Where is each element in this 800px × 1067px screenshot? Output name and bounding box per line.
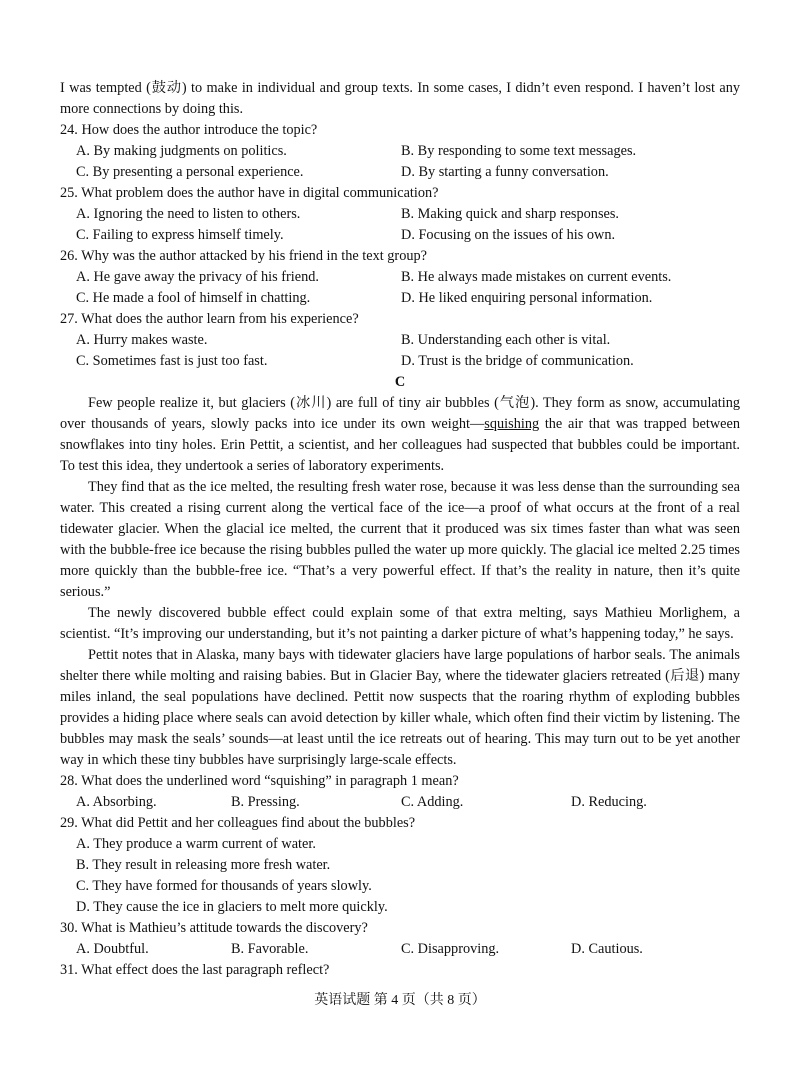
question-26-options (60, 267, 740, 309)
p1-text-before: Few people realize it, but glaciers (冰川) are full of tiny air bubbles (气泡). They form as snow, accumulating over thousands of years, slowly packs into ice under its own weight— (60, 395, 740, 432)
p1-text-after: the air that was trapped between snowflakes into tiny holes. Erin Pettit, a scientist, and her colleagues had suspected that bubbles could be important. To test this idea, they undertook a series of laboratory experiments. (60, 416, 740, 474)
passage-paragraph-3: The newly discovered bubble effect could explain some of that extra melting, says Mathieu Morlighem, a scientist. “It’s improving our understanding, but it’s not painting a darker picture of what’s happening today,” he says. (60, 605, 740, 642)
underlined-word: squishing (484, 416, 540, 432)
intro-paragraph: I was tempted (鼓动) to make in individual and group texts. In some cases, I didn’t even respond. I haven’t lost any more connections by doing this. (60, 80, 740, 117)
passage-paragraph-2: They find that as the ice melted, the resulting fresh water rose, because it was less dense than the surrounding sea water. This created a rising current along the vertical face of the ice—a proof of what occurs at the front of a real tidewater glacier. When the glacial ice melted, the current that it produced was six times faster than what was seen with the bubble-free ice because the rising bubbles pulled the water up more quickly. The glacial ice melted 2.25 times more quickly than the bubble-free ice. “That’s a very powerful effect. If that’s the reality in nature, then it’s quite serious.” (60, 479, 740, 600)
option: C. They have formed for thousands of years slowly. (76, 878, 372, 894)
option: A. Doubtful. (76, 941, 149, 957)
option: B. Understanding each other is vital. (401, 332, 611, 348)
option: B. Favorable. (231, 941, 309, 957)
option: A. They produce a warm current of water. (76, 836, 316, 852)
question-30-options (60, 939, 740, 960)
option: C. Disapproving. (401, 941, 500, 957)
question-29: 29. What did Pettit and her colleagues find about the bubbles? (60, 815, 416, 831)
option: A. Hurry makes waste. (76, 332, 208, 348)
question-29-options (60, 834, 740, 918)
option: D. Reducing. (571, 794, 647, 810)
option: A. By making judgments on politics. (76, 143, 287, 159)
option: D. By starting a funny conversation. (401, 164, 609, 180)
option: C. He made a fool of himself in chatting. (76, 290, 311, 306)
question-27: 27. What does the author learn from his experience? (60, 311, 359, 327)
passage-paragraph-1 (60, 393, 740, 477)
page-footer: 英语试题 第 4 页（共 8 页） (314, 993, 486, 1008)
option: B. He always made mistakes on current events. (401, 269, 672, 285)
option: A. Ignoring the need to listen to others. (76, 206, 301, 222)
question-28-options (60, 792, 740, 813)
section-c-heading: C (394, 374, 406, 390)
question-31: 31. What effect does the last paragraph reflect? (60, 962, 330, 978)
option: D. Trust is the bridge of communication. (401, 353, 634, 369)
option: D. Focusing on the issues of his own. (401, 227, 616, 243)
passage-paragraph-4: Pettit notes that in Alaska, many bays with tidewater glaciers have large populations of harbor seals. The animals shelter there while molting and raising babies. But in Glacier Bay, where the tidewater glaciers retreated (后退) many miles inland, the seal populations have declined. Pettit now suspects that the roaring rhythm of exploding bubbles provides a hiding place where seals can avoid detection by killer whale, which often find their victim by listening. The bubbles may mask the seals’ sounds—at least until the ice retreats out of hearing. This may turn out to be yet another way in which these tiny bubbles have surprisingly large-scale effects. (60, 647, 740, 768)
question-24-options (60, 141, 740, 183)
option: C. Sometimes fast is just too fast. (76, 353, 268, 369)
option: B. Making quick and sharp responses. (401, 206, 619, 222)
option: B. Pressing. (231, 794, 300, 810)
option: D. He liked enquiring personal information. (401, 290, 653, 306)
option: D. They cause the ice in glaciers to melt more quickly. (76, 899, 388, 915)
question-30: 30. What is Mathieu’s attitude towards the discovery? (60, 920, 368, 936)
question-27-options (60, 330, 740, 372)
question-25-options (60, 204, 740, 246)
option: A. Absorbing. (76, 794, 157, 810)
option: C. Adding. (401, 794, 464, 810)
option: A. He gave away the privacy of his friend. (76, 269, 319, 285)
question-26: 26. Why was the author attacked by his friend in the text group? (60, 248, 427, 264)
option: B. They result in releasing more fresh water. (76, 857, 331, 873)
question-24: 24. How does the author introduce the topic? (60, 122, 318, 138)
option: C. Failing to express himself timely. (76, 227, 284, 243)
question-28: 28. What does the underlined word “squishing” in paragraph 1 mean? (60, 773, 459, 789)
content (60, 78, 740, 981)
option: D. Cautious. (571, 941, 643, 957)
questions-b (60, 120, 740, 372)
option: B. By responding to some text messages. (401, 143, 637, 159)
option: C. By presenting a personal experience. (76, 164, 304, 180)
question-25: 25. What problem does the author have in digital communication? (60, 185, 439, 201)
